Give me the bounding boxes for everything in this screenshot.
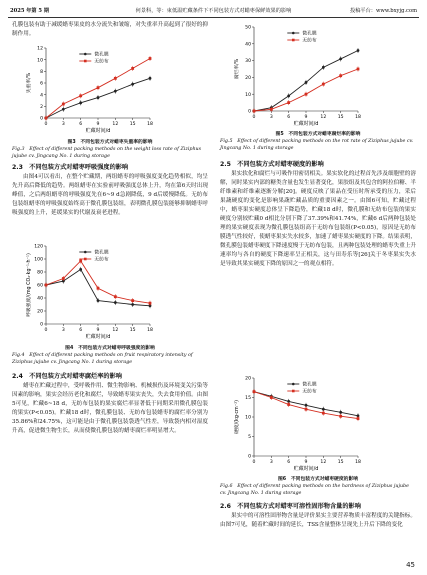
data-point: [131, 83, 134, 86]
data-point: [305, 81, 308, 84]
hardness-chart: [220, 372, 416, 474]
y-tick-label: 40: [245, 42, 251, 48]
section-2-5-title: 2.5 不同包装方式对蜡枣硬度的影响: [220, 161, 324, 168]
x-axis-title: 贮藏时间/d: [293, 466, 319, 472]
x-tick-label: 12: [112, 122, 119, 127]
website-label: 投稿平台：www.bxyjg.com: [350, 8, 417, 14]
section-2-5-body: 果实软化和腐烂与可吸作用密切相关。果实软化的过程首先涉及细胞壁的溶解，同时果实内部的糖类含量也发生显著变化，果胶组及其包含的阿拉伯糖、半纤维素和纤维素逐渐分解[20]。硬度反映了果品在受压时所承受的压力，采后果蔬硬度的变化是影响果蔬贮藏品质的重要因素之一。由图6可知，贮藏过程中，蜡枣果实硬度总体呈下降趋势，贮藏18 d时，微孔膜和无纺布包装的果实硬度分别较贮藏0 d相比分别下降了37.39%和41.74%，贮藏6 d后两种包装处理的果实硬度表现为微孔膜包装组高于无纺布包装组(P<0.05)，原因是无纺布膜透气性较好，使蜡枣果实失水较多，加速了蜡枣果实硬度的下降。结果表明，微孔膜包装蜡枣硬度下降速度慢于无纺布包装，且两种包装处理的蜡枣失重上升速率均与各自的硬度下降速率呈正相关，这与田寿乐等[26]关于冬枣果实失水是导致其果实硬度下降的原因之一的观点相符。: [220, 171, 416, 267]
y-axis-title: 硬度/(kg·cm⁻²): [235, 399, 240, 435]
data-point: [97, 287, 100, 290]
data-point: [114, 295, 117, 298]
y-tick-label: 40: [37, 296, 43, 302]
x-tick-label: 6: [287, 115, 291, 120]
running-header: [8, 5, 419, 18]
x-axis-title: 贮藏时间/d: [293, 121, 319, 127]
y-tick-label: 15: [245, 396, 251, 402]
y-tick-label: 8: [40, 69, 43, 75]
x-tick-label: 18: [147, 122, 153, 127]
data-point: [149, 77, 152, 80]
data-point: [322, 408, 325, 411]
section-2-4-body: 蜡枣在贮藏过程中，受呼吸作用、微生物影响、机械损伤及环境变关污染等因素的影响，果实会经历老化和腐烂，导致蜡枣果实丧失，失去食用价值。由图5可见，贮藏6~18 d，无纺布包装的果实腐烂率显著低于同期采用微孔膜包装的果实(P<0.05)。贮藏18 d时，微孔膜包装、无纺布包装蜡枣的腐烂率分别为35.86%和24.75%，这可能是由于微孔膜包装袋透气性差，导致袋内相对湿度升高，促进微生物生长，从而使微孔膜包装的蜡枣腐烂率明显增大。: [12, 383, 208, 434]
x-tick-label: 6: [79, 328, 83, 333]
legend-label: 无纺布: [94, 257, 109, 263]
x-tick-label: 3: [61, 122, 65, 127]
data-point: [97, 96, 100, 99]
y-tick-label: 2: [40, 104, 43, 110]
data-point: [287, 94, 290, 97]
legend-marker: [84, 258, 87, 261]
data-point: [79, 260, 82, 263]
figure-4-caption: [12, 345, 208, 366]
fig3-caption-en: Fig.3 Effect of different packing methods on the weight loss rate of Ziziphus jujube cv. Jingcang No. 1 during storage: [12, 147, 202, 159]
y-tick-label: 20: [245, 376, 251, 382]
data-point: [79, 101, 82, 104]
left-intro: [12, 21, 208, 39]
y-tick-label: 10: [245, 92, 251, 98]
y-axis-title: 呼吸强度/(mg CO₂·kg⁻¹·h⁻¹): [27, 253, 32, 317]
x-axis-title: 贮藏时间/d: [85, 334, 111, 340]
x-tick-label: 12: [320, 115, 327, 120]
legend-marker: [292, 390, 295, 393]
y-tick-label: 50: [245, 25, 251, 31]
x-tick-label: 0: [44, 328, 48, 333]
issue-label: 2025 年第 5 期: [10, 8, 50, 14]
data-point: [287, 403, 290, 406]
data-point: [287, 101, 290, 104]
figure-5: [220, 21, 416, 129]
intro-paragraph: 孔膜包装有助于减缓蜡枣果皮的水分流失和皱缩，对失重率升高起到了很好的抑制作用。: [12, 22, 208, 37]
section-2-3-title: 2.3 不同包装方式对蜡枣呼吸强度的影响: [12, 164, 129, 171]
data-point: [131, 299, 134, 302]
legend-marker: [292, 383, 295, 386]
weight-loss-chart: [12, 42, 208, 136]
x-tick-label: 3: [61, 328, 65, 333]
data-point: [305, 408, 308, 411]
x-tick-label: 15: [337, 460, 344, 465]
x-tick-label: 9: [304, 115, 308, 120]
x-tick-label: 3: [269, 115, 273, 120]
y-tick-label: 20: [245, 76, 251, 81]
figure-3-caption: [12, 139, 208, 160]
data-point: [339, 74, 342, 77]
y-tick-label: 0: [248, 109, 251, 115]
y-tick-label: 0: [248, 454, 251, 460]
data-point: [305, 93, 308, 96]
legend-marker: [84, 60, 87, 63]
y-tick-label: 4: [40, 93, 43, 99]
data-point: [97, 86, 100, 89]
section-2-3: [12, 163, 208, 218]
series-line-1: [46, 261, 150, 303]
x-tick-label: 15: [337, 115, 344, 120]
data-point: [114, 90, 117, 93]
section-2-6-title: 2.6 不同包装方式对蜡枣可溶性固形物含量的影响: [220, 503, 361, 510]
data-point: [62, 108, 65, 111]
x-tick-label: 18: [355, 460, 361, 465]
data-point: [149, 302, 152, 305]
x-tick-label: 9: [304, 460, 308, 465]
x-tick-label: 0: [44, 122, 48, 127]
y-tick-label: 80: [37, 270, 43, 276]
legend-label: 无纺布: [302, 389, 317, 395]
data-point: [45, 117, 48, 120]
section-2-4: [12, 372, 208, 436]
x-tick-label: 12: [320, 460, 327, 465]
legend-label: 微孔膜: [94, 52, 109, 58]
data-point: [97, 299, 100, 302]
data-point: [270, 108, 273, 111]
y-axis-title: 腐烂率/%: [235, 58, 240, 80]
data-point: [357, 49, 360, 52]
y-tick-label: 100: [34, 257, 43, 263]
y-axis-title: 失重率/%: [27, 72, 32, 94]
x-tick-label: 0: [252, 460, 256, 465]
fig4-caption-en: Fig.4 Effect of different packing methods on fruit respiratory intensity of Ziziphus jujube cv. Jingcang No. 1 during storage: [12, 353, 193, 365]
legend-marker: [292, 39, 295, 42]
x-tick-label: 18: [355, 115, 361, 120]
data-point: [305, 404, 308, 407]
running-title: 何景科，等：束低温贮藏条件下不同包装方式对蜡枣保鲜效果的影响: [135, 8, 292, 14]
x-tick-label: 9: [96, 328, 100, 333]
data-point: [339, 58, 342, 61]
x-tick-label: 3: [269, 460, 273, 465]
data-point: [149, 57, 152, 60]
fig6-caption-en: Fig.6 Effect of different packing methods on the hardness of Ziziphus jujube cv. Jingcang No. 1 during storage: [220, 484, 409, 496]
x-tick-label: 6: [79, 122, 83, 127]
data-point: [339, 411, 342, 414]
figure-5-caption: [220, 131, 416, 152]
y-tick-label: 10: [245, 415, 251, 421]
y-tick-label: 120: [34, 244, 43, 250]
data-point: [253, 110, 256, 113]
section-2-3-body: 由图4可以看出，在整个贮藏期，两组蜡枣的呼吸强度变化趋势相似，均呈先升高后降低的趋势。两组蜡枣在实验前呼吸强度总体上升，均在第6天时出现峰值，之后两组蜡枣的呼吸强度先在6~9 d急剧降低，9 d后缓慢降低。无纺布包装组蜡枣的呼吸强度始终高于微孔膜包装组，表明微孔膜包装能够抑制蜡枣呼吸强度的上升，延缓果实的代谢及衰老进程。: [12, 174, 208, 216]
data-point: [253, 390, 256, 393]
legend-label: 微孔膜: [94, 250, 109, 256]
x-tick-label: 18: [147, 328, 153, 333]
legend-marker: [84, 251, 87, 254]
legend-label: 无纺布: [94, 59, 109, 65]
x-tick-label: 0: [252, 115, 256, 120]
data-point: [270, 396, 273, 399]
figure-6-caption: [220, 476, 416, 497]
data-point: [62, 103, 65, 106]
y-tick-label: 12: [37, 46, 43, 52]
series-line-1: [254, 69, 358, 111]
respiration-chart: [12, 240, 208, 342]
x-tick-label: 15: [129, 122, 136, 127]
data-point: [339, 415, 342, 418]
data-point: [131, 67, 134, 70]
legend-label: 微孔膜: [302, 382, 317, 388]
data-point: [357, 68, 360, 71]
y-tick-label: 30: [245, 59, 251, 65]
data-point: [322, 83, 325, 86]
section-2-6-body: 果实中的可溶性固形物含量是评价果实主要营养物质丰富程度的关键指标。由图7可见，随着贮藏时间的延长，TSS含量整体呈现先上升后下降的变化: [220, 513, 416, 528]
legend-marker: [84, 53, 87, 56]
section-2-6: [220, 502, 416, 530]
x-axis-title: 贮藏时间/d: [85, 128, 111, 134]
page-number: 45: [406, 561, 415, 569]
y-tick-label: 0: [40, 116, 43, 122]
data-point: [45, 284, 48, 287]
y-tick-label: 5: [248, 435, 251, 441]
data-point: [114, 301, 117, 304]
x-tick-label: 15: [129, 328, 136, 333]
y-tick-label: 60: [37, 283, 43, 289]
legend-label: 微孔膜: [302, 31, 317, 37]
fig6-caption-cn: 图6 不同包装方式对蜡枣硬度的影响: [277, 477, 359, 482]
fig5-caption-cn: 图5 不同包装方式对蜡枣腐烂率的影响: [275, 132, 361, 137]
data-point: [62, 277, 65, 280]
figure-6: [220, 372, 416, 474]
section-2-4-title: 2.4 不同包装方式对蜡枣腐烂率的影响: [12, 373, 122, 380]
y-tick-label: 20: [37, 309, 43, 315]
legend-label: 无纺布: [302, 38, 317, 44]
data-point: [79, 94, 82, 97]
fig5-caption-en: Fig.5 Effect of different packing methods on the rot rate of Ziziphus jujube cv. Jingcang No. 1 during storage: [220, 139, 414, 151]
rot-rate-chart: [220, 21, 416, 129]
fig4-caption-cn: 图4 不同包装方式对蜡枣呼吸强度的影响: [65, 346, 155, 351]
x-tick-label: 9: [96, 122, 100, 127]
data-point: [322, 412, 325, 415]
y-tick-label: 0: [40, 322, 43, 328]
x-tick-label: 6: [287, 460, 291, 465]
y-tick-label: 10: [37, 58, 43, 64]
legend-marker: [292, 32, 295, 35]
data-point: [357, 417, 360, 420]
section-2-5: [220, 160, 416, 269]
figure-3: [12, 42, 208, 136]
data-point: [79, 268, 82, 271]
data-point: [322, 66, 325, 69]
x-tick-label: 12: [112, 328, 119, 333]
fig3-caption-cn: 图3 不同包装方式对蜡枣失重率的影响: [67, 140, 153, 145]
data-point: [114, 77, 117, 80]
data-point: [131, 303, 134, 306]
y-tick-label: 6: [40, 81, 43, 87]
figure-4: [12, 240, 208, 342]
